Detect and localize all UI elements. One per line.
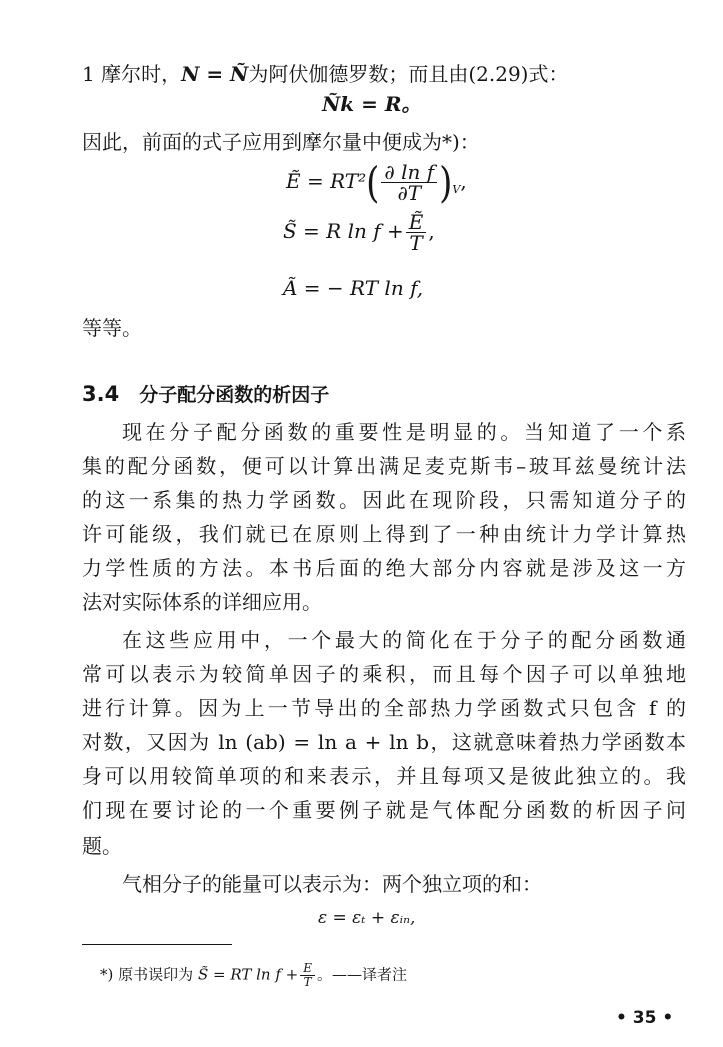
- footnote-text-end: 。——译者注: [317, 965, 408, 984]
- intro-text-cont: 为阿伏伽德罗数；而且由(2.29)式：: [248, 62, 569, 86]
- para1-line: 现在分子配分函数的重要性是明显的。当知道了一个系: [122, 420, 686, 444]
- right-paren: ): [439, 157, 453, 208]
- fraction-numerator: ∂ ln f: [381, 162, 437, 183]
- footnote: [100, 962, 407, 989]
- fraction-numerator: E: [300, 962, 315, 976]
- para1-line: 力学性质的方法。本书后面的绝大部分内容就是涉及这一方: [82, 556, 686, 580]
- equation-energy-E: [286, 157, 467, 208]
- para2-line: 对数，又因为 ln (ab) = ln a + ln b，这就意味着热力学函数本: [82, 730, 686, 754]
- footnote-fraction: [300, 962, 315, 989]
- para2-line: 进行计算。因为上一节导出的全部热力学函数式只包含 f 的: [82, 696, 686, 720]
- para1-line: 集的配分函数，便可以计算出满足麦克斯韦–玻耳兹曼统计法: [82, 454, 686, 478]
- footnote-marker: *): [100, 965, 114, 984]
- intro-line-2: 因此，前面的式子应用到摩尔量中便成为*)：: [82, 130, 480, 154]
- para1-line: 的这一系集的热力学函数。因此在现阶段，只需知道分子的: [82, 488, 686, 512]
- fraction-denominator: T: [409, 231, 423, 255]
- para2-line: 身可以用较简单项的和来表示，并且每项又是彼此独立的。我: [82, 764, 686, 788]
- para1-line: 法对实际体系的详细应用。: [82, 590, 322, 614]
- section-number: 3.4: [82, 382, 120, 406]
- fraction-denominator: ∂T: [397, 181, 422, 205]
- fraction-denominator: T: [303, 975, 312, 989]
- para1-line: 许可能级，我们就已在原则上得到了一种由统计力学计算热: [82, 522, 686, 546]
- para2-line: 们现在要讨论的一个重要例子就是气体配分函数的析因子问: [82, 798, 686, 822]
- intro-text: 1 摩尔时，: [82, 62, 182, 86]
- para2-line: 常可以表示为较简单因子的乘积，而且每个因子可以单独地: [82, 662, 686, 686]
- para2-line: 在这些应用中，一个最大的简化在于分子的配分函数通: [122, 628, 686, 652]
- eq-E-lhs: Ẽ = RT²: [286, 169, 367, 193]
- page-number: • 35 •: [616, 1008, 674, 1028]
- section-title: 分子配分函数的析因子: [139, 384, 330, 406]
- equation-energy-sum: ε = εₜ + εᵢₙ,: [318, 908, 416, 928]
- footnote-text: 原书误印为: [118, 965, 194, 984]
- equation-helmholtz-A: Ã = − RT ln f,: [283, 276, 424, 300]
- para3-line: 气相分子的能量可以表示为：两个独立项的和：: [122, 872, 542, 896]
- intro-equation: N = Ñ: [181, 62, 249, 86]
- footnote-equation: S̃ = RT ln f +: [197, 965, 299, 984]
- fraction-dlnf-dT: [381, 162, 437, 203]
- footnote-rule: [82, 944, 232, 945]
- para2-line: 题。: [82, 834, 122, 858]
- fraction-numerator: Ẽ: [406, 212, 427, 233]
- section-heading: [82, 380, 329, 407]
- equation-entropy-S: [283, 212, 435, 253]
- equation-Nk-R: Ñk = R。: [322, 92, 422, 116]
- eq-E-comma: ,: [460, 169, 467, 193]
- left-paren: (: [366, 157, 380, 208]
- subscript-V: V: [452, 183, 461, 196]
- eq-S-lhs: S̃ = R ln f +: [283, 219, 404, 243]
- fraction-E-over-T: [406, 212, 427, 253]
- intro-line-1: [82, 62, 568, 86]
- eq-S-comma: ,: [428, 219, 435, 243]
- text-etc: 等等。: [82, 316, 142, 340]
